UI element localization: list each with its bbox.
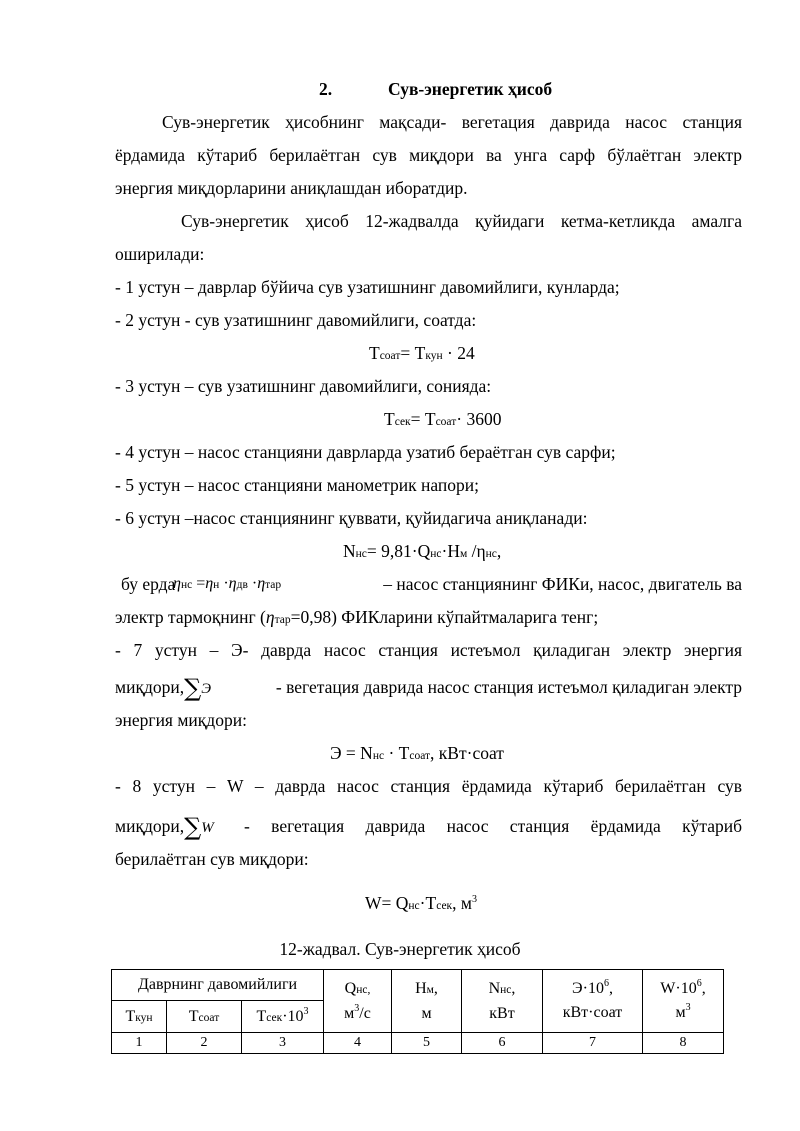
list-item-7-line-1: - 7 устун – Э- даврда насос станция истеъмол қиладиган электр энергия — [115, 640, 742, 660]
water-energy-table — [111, 969, 724, 1054]
list-item-3: - 3 устун – сув узатишнинг давомийлиги, сонияда: — [115, 376, 492, 396]
column-number: 7 — [543, 1033, 643, 1054]
column-number: 1 — [112, 1033, 167, 1054]
efficiency-prefix: бу ерда — [121, 574, 176, 594]
column-number: 5 — [392, 1033, 462, 1054]
column-number: 8 — [643, 1033, 724, 1054]
column-number: 6 — [462, 1033, 543, 1054]
formula-energy: Э = Nнс · Тсоат, кВт·соат — [330, 743, 504, 763]
efficiency-description: – насос станциянинг ФИКи, насос, двигатель ва — [383, 574, 742, 594]
list-item-6: - 6 устун –насос станциянинг қуввати, қуйидагича аниқланади: — [115, 508, 588, 528]
header-flow: Qнс, $м^3/с$ — [324, 970, 392, 1033]
efficiency-line — [121, 573, 742, 595]
formula-power: Nнс= 9,81·Qнс·Hм /ηнс, — [343, 541, 502, 561]
paragraph-2-line-1: Сув-энергетик ҳисоб 12-жадвалда қуйидаги кетма-кетликда амалга — [181, 211, 742, 231]
list-item-4: - 4 устун – насос станцияни даврларда узатиб бераётган сув сарфи; — [115, 442, 616, 462]
column-number: 4 — [324, 1033, 392, 1054]
list-item-7-line-3: энергия миқдори: — [115, 710, 247, 730]
list-item-1: - 1 устун – даврлар бўйича сув узатишнинг давомийлиги, кунларда; — [115, 277, 620, 297]
list-item-7-line-2: миқдори,∑Э - вегетация даврида насос станция истеъмол қиладиган электр — [115, 674, 742, 702]
paragraph-1-line-2: ёрдамида кўтариб берилаётган сув миқдори ва унга сарф бўлаётган электр — [115, 145, 742, 165]
paragraph-1-line-3: энергия миқдорларини аниқлашдан иборатдир. — [115, 178, 468, 198]
formula-t-sek: Тсек= Тсоат· 3600 — [384, 409, 502, 429]
header-head: Hм, м — [392, 970, 462, 1033]
paragraph-1-line-1: Сув-энергетик ҳисобнинг мақсади- вегетация даврида насос станция — [162, 112, 742, 132]
sum-icon: ∑ — [184, 813, 202, 841]
header-power: Nнс, кВт — [462, 970, 543, 1033]
header-t-sek: $Тсек\cdot 10^3$ — [242, 1001, 324, 1033]
efficiency-formula: ηнс =ηн ·ηдв ·ηтар — [173, 575, 282, 592]
header-period-duration: Даврнинг давомийлиги — [112, 970, 324, 1001]
formula-water: W= Qнс·Тсек, $м^3$ — [365, 893, 477, 913]
paragraph-2-line-2: оширилади: — [115, 244, 205, 264]
list-item-5: - 5 устун – насос станцияни манометрик напори; — [115, 475, 479, 495]
header-water-volume: $W\cdot 10^6$, $м^3$ — [643, 970, 724, 1033]
table-caption: 12-жадвал. Сув-энергетик ҳисоб — [279, 939, 521, 959]
list-item-8-line-3: берилаётган сув миқдори: — [115, 849, 309, 869]
list-item-2: - 2 устун - сув узатишнинг давомийлиги, соатда: — [115, 310, 477, 330]
section-title: Сув-энергетик ҳисоб — [388, 79, 553, 99]
section-number: 2. — [319, 79, 333, 99]
column-number: 3 — [242, 1033, 324, 1054]
list-item-8-line-1: - 8 устун – W – даврда насос станция ёрдамида кўтариб берилаётган сув — [115, 776, 742, 796]
formula-t-soat: Тсоат= Ткун · 24 — [369, 343, 475, 363]
header-t-kun: Ткун — [112, 1001, 167, 1033]
header-t-soat: Тсоат — [167, 1001, 242, 1033]
column-number: 2 — [167, 1033, 242, 1054]
header-energy: $Э\cdot 10^6$, кВт·соат — [543, 970, 643, 1033]
list-item-8-line-2: миқдори,∑W - вегетация даврида насос станция ёрдамида кўтариб — [115, 813, 742, 841]
sum-icon: ∑ — [184, 674, 202, 702]
efficiency-line-2: электр тармоқнинг (ηтар=0,98) ФИКларини кўпайтмаларига тенг; — [115, 607, 599, 627]
